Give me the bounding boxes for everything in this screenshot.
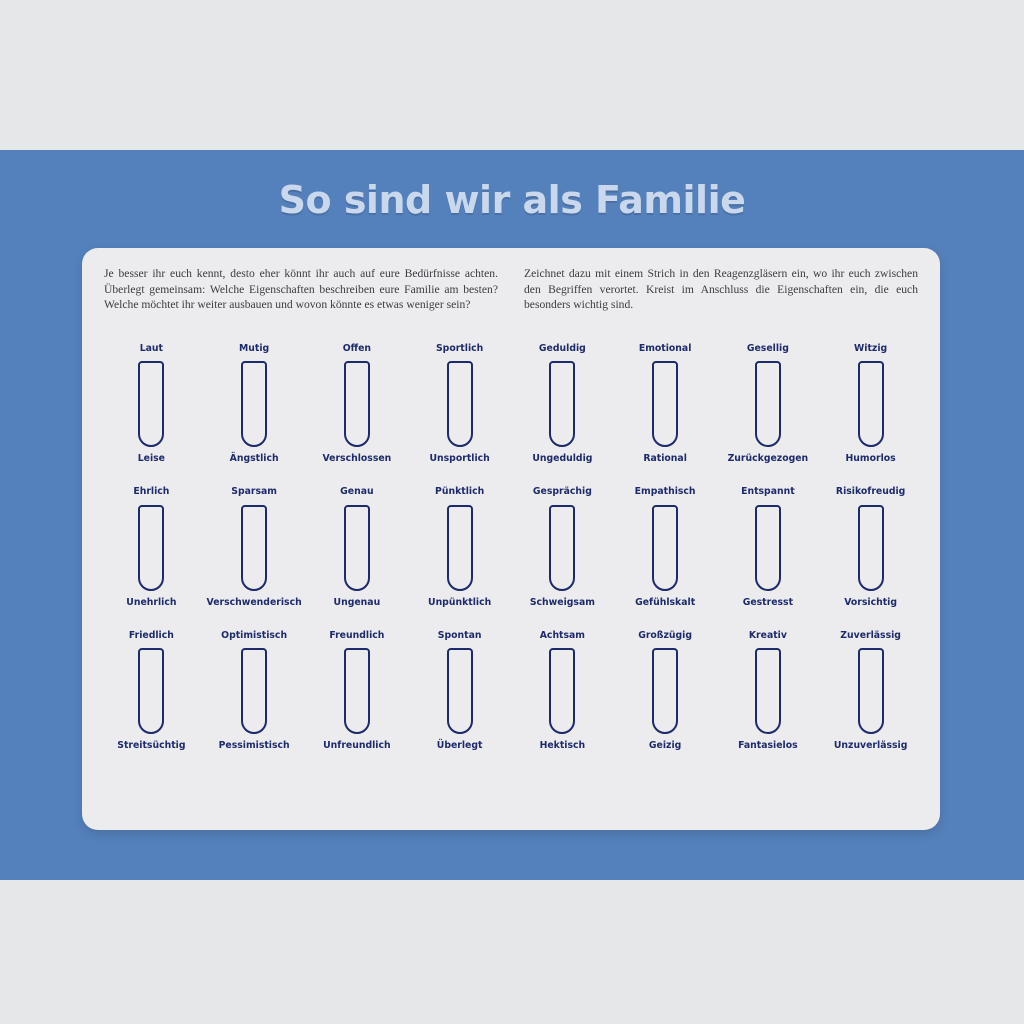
scale-bottom-label: Gefühlskalt (635, 596, 696, 608)
scale-item[interactable] (203, 344, 306, 464)
scale-top-label: Gesprächig (532, 486, 592, 498)
scale-bottom-label: Unehrlich (126, 596, 177, 608)
scale-item[interactable] (819, 344, 922, 464)
scales-row (100, 344, 922, 464)
scale-bottom-label: Gestresst (742, 596, 794, 608)
test-tube-icon[interactable] (138, 361, 164, 447)
scale-top-label: Witzig (854, 343, 888, 354)
test-tube-icon[interactable] (549, 505, 575, 591)
scale-bottom-label: Geizig (648, 740, 682, 752)
scale-top-label: Emotional (638, 343, 692, 354)
scale-top-label: Laut (139, 343, 163, 354)
scale-item[interactable] (408, 487, 511, 607)
scale-bottom-label: Überlegt (436, 740, 483, 752)
test-tube-icon[interactable] (241, 361, 267, 447)
scales-grid (100, 344, 922, 774)
scale-bottom-label: Unpünktlich (428, 596, 492, 608)
test-tube-icon[interactable] (652, 648, 678, 734)
intro-column-left: Je besser ihr euch kennt, desto eher könnt ihr auch auf eure Bedürfnisse achten. Überlegt gemeinsam: Welche Eigenschaften beschreiben eure Familie am besten? Welche möchtet ihr weiter ausbauen und wovon könnte es etwas weniger sein? (104, 267, 498, 312)
scales-row (100, 631, 922, 751)
intro-column-right: Zeichnet dazu mit einem Strich in den Reagenzgläsern ein, wo ihr euch zwischen den Begriffen verortet. Kreist im Anschluss die Eigenschaften ein, die euch besonders wichtig sind. (524, 267, 918, 312)
scale-item[interactable] (408, 631, 511, 751)
test-tube-icon[interactable] (755, 505, 781, 591)
test-tube-icon[interactable] (755, 361, 781, 447)
test-tube-icon[interactable] (447, 505, 473, 591)
scale-top-label: Spontan (437, 629, 482, 641)
scale-bottom-label: Humorlos (845, 453, 896, 465)
scale-top-label: Kreativ (748, 629, 787, 641)
scale-item[interactable] (819, 487, 922, 607)
scale-item[interactable] (100, 487, 203, 607)
scale-top-label: Sparsam (231, 486, 277, 498)
test-tube-icon[interactable] (652, 505, 678, 591)
scale-bottom-label: Vorsichtig (844, 596, 898, 608)
scale-top-label: Großzügig (638, 629, 693, 641)
scale-bottom-label: Rational (643, 453, 687, 465)
scale-top-label: Optimistisch (221, 629, 288, 641)
test-tube-icon[interactable] (755, 648, 781, 734)
test-tube-icon[interactable] (447, 648, 473, 734)
scale-item[interactable] (717, 631, 820, 751)
test-tube-icon[interactable] (858, 505, 884, 591)
test-tube-icon[interactable] (241, 648, 267, 734)
scale-top-label: Genau (340, 486, 374, 498)
test-tube-icon[interactable] (652, 361, 678, 447)
scales-row (100, 487, 922, 607)
scale-bottom-label: Fantasielos (738, 740, 798, 752)
test-tube-icon[interactable] (447, 361, 473, 447)
test-tube-icon[interactable] (344, 505, 370, 591)
scale-top-label: Risikofreudig (835, 486, 906, 498)
scale-top-label: Gesellig (746, 343, 789, 354)
scale-top-label: Friedlich (128, 629, 174, 641)
scale-bottom-label: Zurückgezogen (727, 453, 809, 465)
scale-top-label: Empathisch (634, 486, 696, 498)
scale-item[interactable] (408, 344, 511, 464)
scale-top-label: Offen (342, 343, 372, 354)
scale-bottom-label: Ungenau (333, 596, 381, 608)
scale-item[interactable] (511, 344, 614, 464)
scale-top-label: Pünktlich (435, 486, 485, 498)
scale-item[interactable] (306, 344, 409, 464)
scale-bottom-label: Verschlossen (322, 453, 392, 465)
scale-bottom-label: Unzuverlässig (833, 740, 908, 752)
scale-item[interactable] (614, 344, 717, 464)
test-tube-icon[interactable] (138, 648, 164, 734)
scale-top-label: Sportlich (435, 343, 484, 354)
scale-top-label: Geduldig (538, 343, 586, 354)
scale-top-label: Freundlich (329, 629, 385, 641)
scale-item[interactable] (717, 487, 820, 607)
test-tube-icon[interactable] (241, 505, 267, 591)
scale-top-label: Entspannt (741, 486, 795, 498)
test-tube-icon[interactable] (858, 361, 884, 447)
scale-item[interactable] (203, 487, 306, 607)
scale-bottom-label: Leise (137, 453, 165, 465)
scale-item[interactable] (203, 631, 306, 751)
scale-bottom-label: Hektisch (539, 740, 586, 752)
test-tube-icon[interactable] (858, 648, 884, 734)
scale-top-label: Achtsam (539, 629, 585, 641)
scale-bottom-label: Unfreundlich (323, 740, 391, 752)
scale-bottom-label: Ungeduldig (532, 453, 593, 465)
test-tube-icon[interactable] (344, 361, 370, 447)
scale-item[interactable] (819, 631, 922, 751)
scale-item[interactable] (511, 631, 614, 751)
scale-bottom-label: Unsportlich (429, 453, 490, 465)
scale-item[interactable] (511, 487, 614, 607)
scale-top-label: Mutig (239, 343, 270, 354)
test-tube-icon[interactable] (138, 505, 164, 591)
scale-item[interactable] (306, 631, 409, 751)
scale-item[interactable] (100, 344, 203, 464)
test-tube-icon[interactable] (549, 648, 575, 734)
scale-item[interactable] (614, 631, 717, 751)
scale-bottom-label: Streitsüchtig (117, 740, 186, 752)
scale-bottom-label: Ängstlich (229, 453, 279, 465)
scale-item[interactable] (306, 487, 409, 607)
scale-bottom-label: Pessimistisch (218, 740, 290, 752)
scale-bottom-label: Verschwenderisch (206, 596, 302, 608)
test-tube-icon[interactable] (344, 648, 370, 734)
intro-text (104, 266, 918, 313)
worksheet-card (82, 248, 940, 830)
test-tube-icon[interactable] (549, 361, 575, 447)
page-title: So sind wir als Familie (278, 178, 746, 222)
scale-item[interactable] (614, 487, 717, 607)
scale-item[interactable] (717, 344, 820, 464)
scale-top-label: Zuverlässig (840, 629, 901, 641)
scale-bottom-label: Schweigsam (529, 596, 595, 608)
scale-item[interactable] (100, 631, 203, 751)
scale-top-label: Ehrlich (133, 486, 170, 498)
